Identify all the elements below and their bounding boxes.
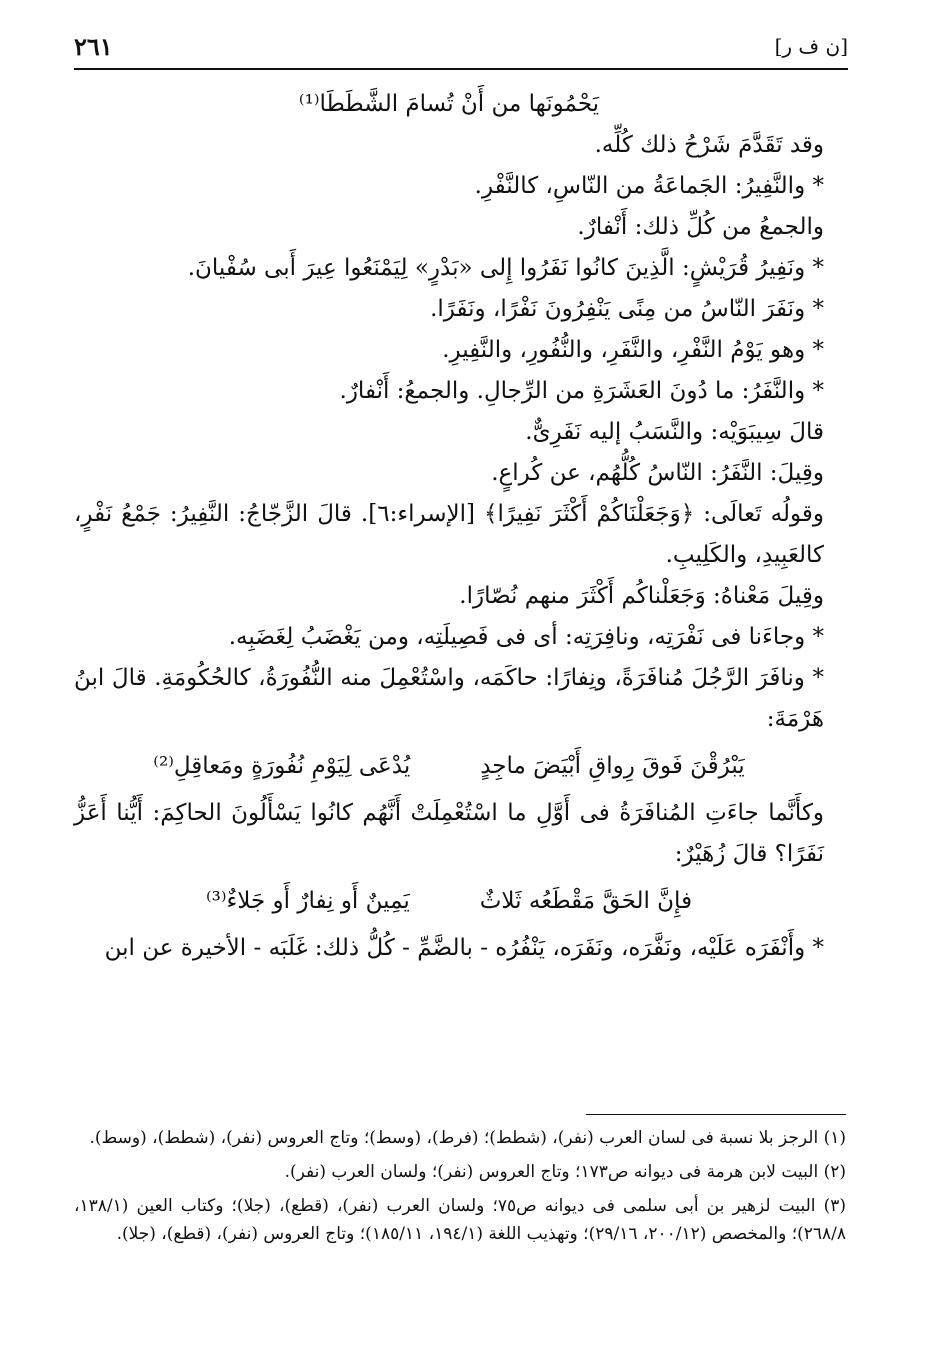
verse-hemistich-second: يُدْعَى لِيَوْمِ نُفُورَةٍ ومَعاقِلِ⁽²⁾ xyxy=(153,753,411,779)
paragraph: والجمعُ من كُلِّ ذلك: أَنْفارٌ. xyxy=(577,214,824,240)
paragraph: * ونَفِيرُ قُرَيْشٍ: الَّذِينَ كانُوا نَفَرُوا إِلى «بَدْرٍ» لِيَمْنَعُوا عِيرَ أَبى سُفْيانَ. xyxy=(187,255,824,281)
footnote-rule xyxy=(586,1114,846,1115)
paragraph: * وأَنْفَرَه عَلَيْه، ونَفَّرَه، ونَفَرَه، يَنْفُرُه - بالضَّمِّ - كُلُّ ذلك: غَلَبَه - الأخيرة عن ابن xyxy=(104,935,824,961)
paragraph: * ونَفَرَ النّاسُ من مِنًى يَنْفِرُونَ نَفْرًا، ونَفَرًا. xyxy=(430,296,824,322)
paragraph: وقِيلَ: النَّفَرُ: النّاسُ كُلُّهُم، عن كُراعٍ. xyxy=(491,460,824,486)
footnotes xyxy=(74,1124,846,1254)
paragraph: قالَ سِيبَوَيْه: والنَّسَبُ إليه نَفَرِىٌّ. xyxy=(525,419,824,445)
paragraph: وكأَنَّما جاءَتِ المُنافَرَةُ فى أَوَّلِ ما اسْتُعْمِلَتْ أَنَّهُم كانُوا يَسْأَلُونَ الحاكِمَ: أَيُّنا أَعَزُّ نَفَرًا؟ قالَ زُهَيْرٌ: xyxy=(74,800,824,867)
paragraph: * وهو يَوْمُ النَّفْرِ، والنَّفَرِ، والنُّفُورِ، والنَّفِيرِ. xyxy=(442,337,824,363)
page-number: ٢٦١ xyxy=(74,32,113,61)
paragraph: * ونافَرَ الرَّجُلَ مُنافَرَةً، ونِفارًا: حاكَمَه، واسْتُعْمِلَ منه النُّفُورَةُ، كالحُكُومَةِ. قالَ ابنُ هَرْمَةَ: xyxy=(74,665,824,732)
paragraph: * والنَّفِيرُ: الجَماعَةُ من النّاسِ، كالنَّفْرِ. xyxy=(474,173,824,199)
paragraph: * والنَّفَرُ: ما دُونَ العَشَرَةِ من الرِّجالِ. والجمعُ: أَنْفارٌ. xyxy=(339,378,824,404)
verse-line: يَحْمُونَها من أَنْ تُسامَ الشَّطَطَا⁽¹⁾ xyxy=(298,91,600,117)
verse-hemistich-first: يَبْرُقْنَ فَوقَ رِواقِ أَبْيَضَ ماجِدٍ xyxy=(480,753,745,779)
footnote-3: (٣) البيت لزهير بن أبى سلمى فى ديوانه ص٧٥؛ ولسان العرب (نفر)، (قطع)، (جلا)؛ وكتاب العين (١٣٨/١، ٢٦٨/٨)؛ والمخصص (٢٠٠/١٢، ٢٩/١٦)؛ وتهذيب اللغة (١٩٤/١، ١٨٥/١١)؛ وتاج العروس (نفر)، (قطع)، (جلا). xyxy=(74,1196,846,1244)
page-header xyxy=(74,28,848,68)
footnote-2: (٢) البيت لابن هرمة فى ديوانه ص١٧٣؛ وتاج العروس (نفر)؛ ولسان العرب (نفر). xyxy=(284,1162,846,1182)
paragraph: وقولُه تَعالَى: ﴿وَجَعَلْنَاكُمْ أَكْثَرَ نَفِيرًا﴾ [الإسراء:٦]. قالَ الزَّجّاجُ: النَّفِيرُ: جَمْعُ نَفْرٍ، كالعَبِيدِ، والكَلِيبِ. xyxy=(74,501,824,568)
paragraph: وقد تَقَدَّمَ شَرْحُ ذلك كُلِّه. xyxy=(594,132,824,158)
verse-couplet xyxy=(74,746,824,787)
verse-hemistich-first: فإِنَّ الحَقَّ مَقْطَعُه ثَلاثٌ xyxy=(479,888,693,914)
root-letters-heading: [ن ف ر] xyxy=(774,34,848,58)
footnote-1: (١) الرجز بلا نسبة فى لسان العرب (نفر)، (شطط)؛ (فرط)، (وسط)؛ وتاج العروس (نفر)، (شطط)، (وسط). xyxy=(89,1128,846,1148)
verse-couplet xyxy=(74,881,824,922)
main-text xyxy=(74,84,824,969)
paragraph: وقِيلَ مَعْناهُ: وَجَعَلْناكُم أَكْثَرَ منهم نُصّارًا. xyxy=(459,583,824,609)
header-rule xyxy=(74,68,848,70)
verse-hemistich-second: يَمِينٌ أَو نِفارٌ أَو جَلاءٌ⁽³⁾ xyxy=(205,888,410,914)
paragraph: * وجاءَنا فى نَفْرَتِه، ونافِرَتِه: أى فى فَصِيلَتِه، ومن يَغْضَبُ لِغَضَبِه. xyxy=(228,624,824,650)
